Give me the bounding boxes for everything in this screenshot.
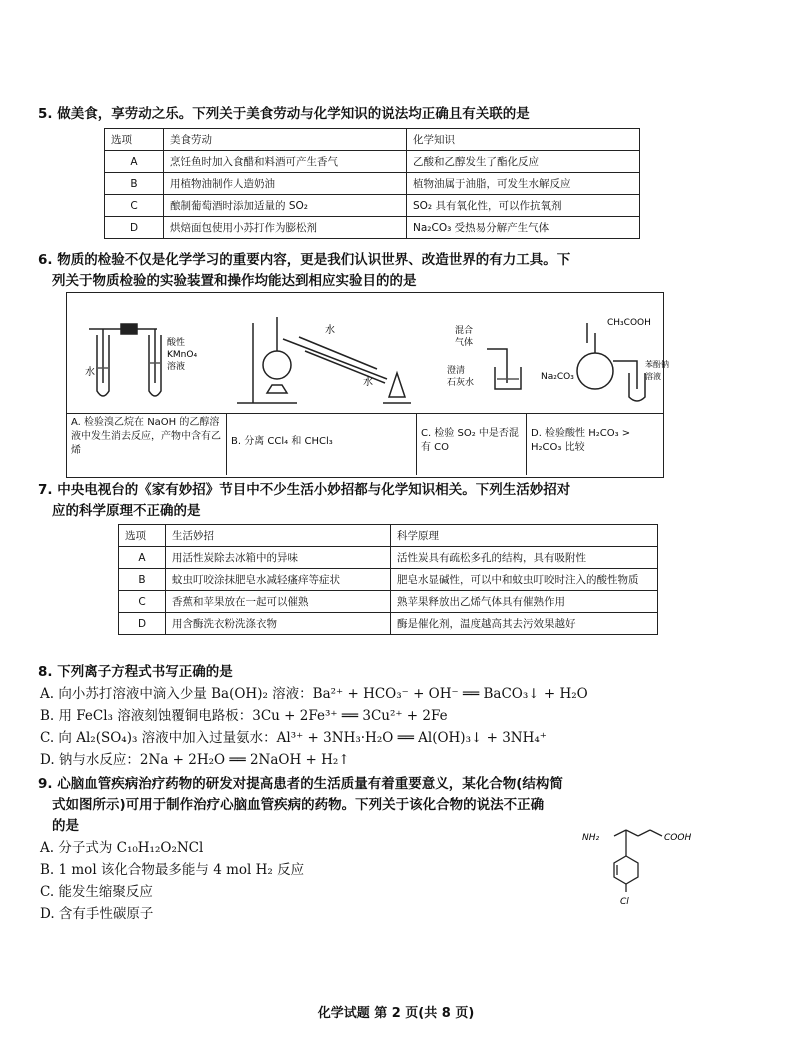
structure-formula <box>580 826 730 916</box>
question-6-title-line2: 列关于物质检验的实验装置和操作均能达到相应实验目的的是 <box>52 273 417 289</box>
question-5-title: 5. 做美食，享劳动之乐。下列关于美食劳动与化学知识的说法均正确且有关联的是 <box>38 106 530 122</box>
label-mixed-gas-2: 气体 <box>455 338 474 348</box>
label-mixed-gas-1: 混合 <box>455 326 474 336</box>
label-nh2: NH₂ <box>582 833 600 843</box>
label-na2co3: Na₂CO₃ <box>541 372 574 382</box>
question-7-title-line2: 应的科学原理不正确的是 <box>52 503 201 519</box>
apparatus-d-drawing <box>577 323 645 401</box>
question-7-table <box>118 524 658 635</box>
apparatus-c-drawing <box>487 349 521 389</box>
table-header: 生活妙招 <box>166 525 391 547</box>
table-cell: D <box>119 613 166 635</box>
label-limewater-2: 石灰水 <box>447 378 475 388</box>
question-7 <box>38 480 758 522</box>
label-cl: Cl <box>620 897 629 907</box>
apparatus-a-drawing <box>89 324 161 396</box>
question-9-title-line2: 式如图所示)可用于制作治疗心脑血管疾病的药物。下列关于该化合物的说法不正确 <box>52 797 545 813</box>
caption-d: D. 检验酸性 H₂CO₃ > H₂CO₃ 比较 <box>531 428 631 453</box>
table-cell: 肥皂水显碱性，可以中和蚊虫叮咬时注入的酸性物质 <box>391 569 658 591</box>
table-cell: 酶是催化剂，温度越高其去污效果越好 <box>391 613 658 635</box>
table-cell: 烹饪鱼时加入食醋和料酒可产生香气 <box>164 151 407 173</box>
table-cell: B <box>119 569 166 591</box>
table-cell: 用含酶洗衣粉洗涤衣物 <box>166 613 391 635</box>
table-cell: 植物油属于油脂，可发生水解反应 <box>407 173 640 195</box>
table-cell: 熟苹果释放出乙烯气体具有催熟作用 <box>391 591 658 613</box>
table-row <box>119 547 658 569</box>
table-cell: 酿制葡萄酒时添加适量的 SO₂ <box>164 195 407 217</box>
apparatus-b-drawing <box>237 317 411 403</box>
option-d: D. 含有手性碳原子 <box>40 906 154 922</box>
label-kmno4-2: KMnO₄ <box>167 350 198 360</box>
table-cell: Na₂CO₃ 受热易分解产生气体 <box>407 217 640 239</box>
table-cell: B <box>105 173 164 195</box>
label-phenol-2: 溶液 <box>645 372 661 381</box>
table-cell: 乙酸和乙醇发生了酯化反应 <box>407 151 640 173</box>
question-8-title: 8. 下列离子方程式书写正确的是 <box>38 664 233 680</box>
table-header: 美食劳动 <box>164 129 407 151</box>
table-row <box>119 569 658 591</box>
table-cell: C <box>119 591 166 613</box>
table-cell: 用活性炭除去冰箱中的异味 <box>166 547 391 569</box>
table-row <box>119 591 658 613</box>
option-b: B. 用 FeCl₃ 溶液刻蚀覆铜电路板：3Cu + 2Fe³⁺ ══ 3Cu²⁺ + 2Fe <box>40 708 448 724</box>
table-header: 选项 <box>105 129 164 151</box>
question-5 <box>38 104 758 125</box>
option-a: A. 向小苏打溶液中滴入少量 Ba(OH)₂ 溶液：Ba²⁺ + HCO₃⁻ + OH⁻ ══ BaCO₃↓ + H₂O <box>40 686 588 702</box>
table-header: 化学知识 <box>407 129 640 151</box>
option-d: D. 钠与水反应：2Na + 2H₂O ══ 2NaOH + H₂↑ <box>40 752 350 768</box>
label-kmno4-1: 酸性 <box>167 338 186 348</box>
table-cell: C <box>105 195 164 217</box>
table-header-row <box>105 129 640 151</box>
label-ch3cooh: CH₃COOH <box>607 318 651 328</box>
table-row <box>119 613 658 635</box>
table-cell: D <box>105 217 164 239</box>
table-cell: 蚊虫叮咬涂抹肥皂水减轻瘙痒等症状 <box>166 569 391 591</box>
option-a: A. 分子式为 C₁₀H₁₂O₂NCl <box>40 840 204 856</box>
table-cell: SO₂ 具有氧化性，可以作抗氧剂 <box>407 195 640 217</box>
table-row <box>105 195 640 217</box>
apparatus-drawings <box>67 293 669 413</box>
table-cell: A <box>119 547 166 569</box>
label-phenol-1: 苯酚钠 <box>645 360 669 369</box>
table-cell: 活性炭具有疏松多孔的结构，具有吸附性 <box>391 547 658 569</box>
option-c: C. 能发生缩聚反应 <box>40 884 153 900</box>
question-9-title-line1: 9. 心脑血管疾病治疗药物的研发对提高患者的生活质量有着重要意义，某化合物(结构简 <box>38 776 563 792</box>
table-cell: 香蕉和苹果放在一起可以催熟 <box>166 591 391 613</box>
label-limewater-1: 澄清 <box>447 366 466 376</box>
table-header-row <box>119 525 658 547</box>
table-row <box>105 151 640 173</box>
caption-a: A. 检验溴乙烷在 NaOH 的乙醇溶液中发生消去反应，产物中含有乙烯 <box>67 413 227 475</box>
label-water-b1: 水 <box>325 325 335 336</box>
table-cell: 烘焙面包使用小苏打作为膨松剂 <box>164 217 407 239</box>
page-footer: 化学试题 第 2 页(共 8 页) <box>317 1006 475 1021</box>
option-c: C. 向 Al₂(SO₄)₃ 溶液中加入过量氨水：Al³⁺ + 3NH₃·H₂O ══ Al(OH)₃↓ + 3NH₄⁺ <box>40 730 547 746</box>
label-cooh: COOH <box>664 833 692 843</box>
table-header: 选项 <box>119 525 166 547</box>
question-7-title-line1: 7. 中央电视台的《家有妙招》节目中不少生活小妙招都与化学知识相关。下列生活妙招对 <box>38 482 571 498</box>
label-water-b2: 水 <box>363 377 373 388</box>
question-6 <box>38 250 758 292</box>
table-header: 科学原理 <box>391 525 658 547</box>
caption-b: B. 分离 CCl₄ 和 CHCl₃ <box>227 413 417 475</box>
apparatus-panel <box>66 292 669 478</box>
label-water-a: 水 <box>85 367 95 378</box>
question-5-table <box>104 128 640 239</box>
table-row <box>105 173 640 195</box>
label-kmno4-3: 溶液 <box>167 362 186 372</box>
question-9-title-line3: 的是 <box>52 818 79 834</box>
table-cell: 用植物油制作人造奶油 <box>164 173 407 195</box>
caption-c: C. 检验 SO₂ 中是否混有 CO <box>417 413 527 475</box>
question-6-title-line1: 6. 物质的检验不仅是化学学习的重要内容，更是我们认识世界、改造世界的有力工具。下 <box>38 252 571 268</box>
table-cell: A <box>105 151 164 173</box>
question-8 <box>38 662 758 771</box>
option-b: B. 1 mol 该化合物最多能与 4 mol H₂ 反应 <box>40 862 305 878</box>
table-row <box>105 217 640 239</box>
